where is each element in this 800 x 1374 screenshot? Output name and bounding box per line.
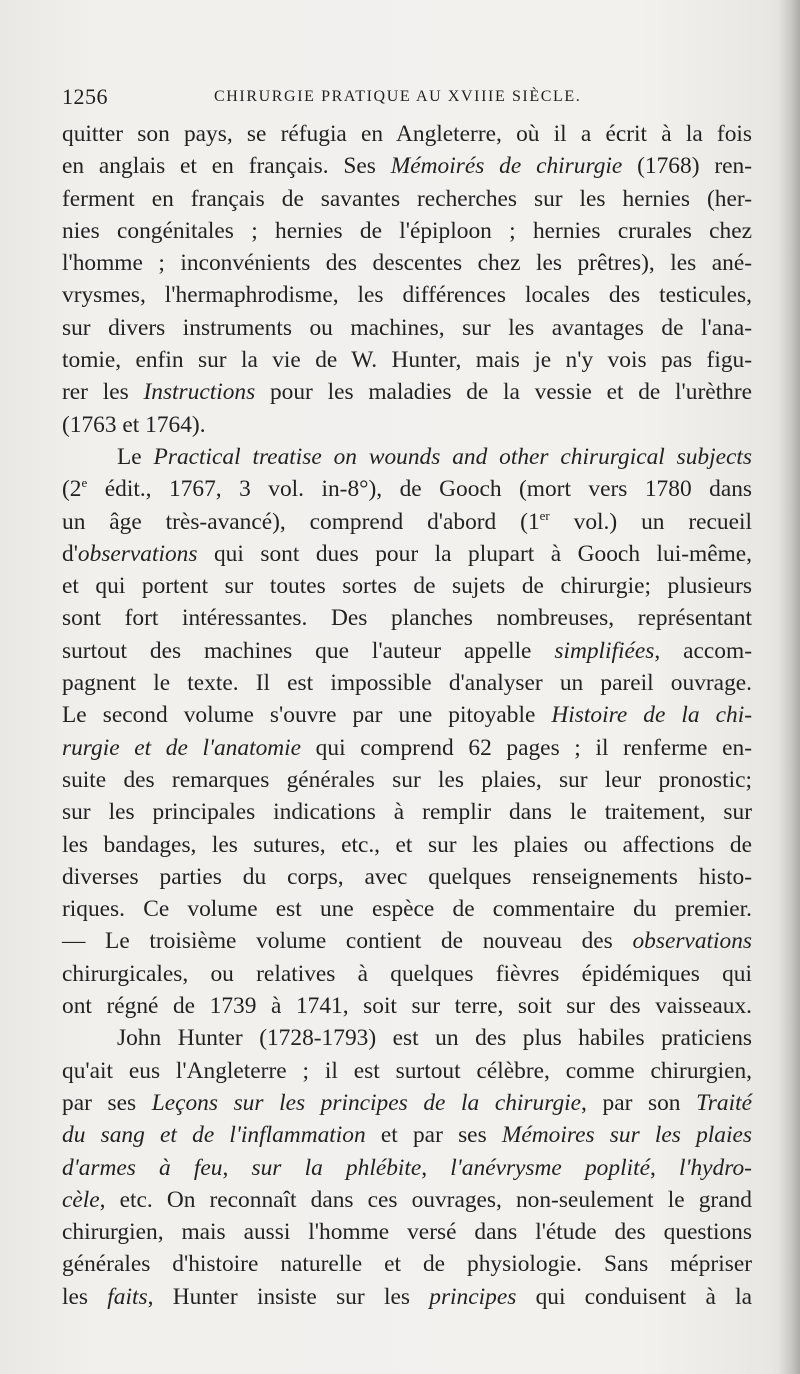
- text-line: [62, 376, 752, 408]
- text-segment: qui sont dues pour la plupart à Gooch lui-même,: [197, 540, 752, 567]
- italic-text: Mémoirés de chirurgie: [390, 153, 623, 180]
- text-segment: pour les maladies de la vessie et de l'urèthre: [255, 379, 752, 406]
- text-segment: — Le troisième volume contient de nouveau des: [62, 928, 633, 955]
- text-line: [62, 570, 752, 602]
- text-segment: sur les principales indications à remplir dans le traitement, sur: [62, 799, 752, 826]
- text-segment: l'homme ; inconvénients des descentes chez les prêtres), les ané-: [62, 250, 752, 277]
- page-edge-shadow: [778, 0, 800, 1374]
- text-segment: sur divers instruments ou machines, sur les avantages de l'ana-: [62, 314, 752, 341]
- text-segment: vrysmes, l'hermaphrodisme, les différences locales des testicules,: [62, 282, 752, 309]
- text-segment: et qui portent sur toutes sortes de sujets de chirurgie; plusieurs: [62, 573, 752, 600]
- text-segment: nies congénitales ; hernies de l'épiploon ; hernies crurales chez: [62, 217, 752, 244]
- italic-text: l'hydro-: [678, 1154, 752, 1181]
- text-line: [62, 635, 752, 667]
- text-segment: (1763 et 1764).: [62, 411, 206, 438]
- text-segment: d': [62, 540, 78, 567]
- text-line: [62, 473, 752, 505]
- text-segment: suite des remarques générales sur les plaies, sur leur pronostic;: [62, 766, 752, 793]
- superscript-text: e: [81, 475, 88, 491]
- italic-text: l'anévrysme poplité: [450, 1154, 650, 1181]
- text-line: [62, 441, 752, 473]
- text-segment: ,: [649, 1154, 679, 1181]
- text-segment: Le second volume s'ouvre par une pitoyable: [62, 702, 552, 729]
- text-line: [62, 279, 752, 311]
- text-segment: , accom-: [654, 637, 752, 664]
- text-segment: quitter son pays, se réfugia en Angleterre, où il a écrit à la fois: [62, 121, 752, 147]
- italic-text: d'armes à feu: [62, 1154, 223, 1181]
- text-line: [62, 1184, 752, 1216]
- text-line: [62, 1248, 752, 1280]
- italic-text: rurgie et de l'anatomie: [62, 734, 302, 761]
- text-line: [62, 796, 752, 828]
- text-line: [62, 925, 752, 957]
- text-line: [62, 829, 752, 861]
- text-segment: vol.) un recueil: [549, 508, 752, 535]
- text-line: [62, 1087, 752, 1119]
- text-segment: , etc. On reconnaît dans ces ouvrages, non-seulement le grand: [99, 1186, 752, 1213]
- text-segment: et par ses: [365, 1122, 502, 1149]
- text-segment: en anglais et en français. Ses: [62, 153, 391, 180]
- text-line: [62, 1216, 752, 1248]
- text-line: [62, 312, 752, 344]
- text-line: [62, 861, 752, 893]
- text-segment: tomie, enfin sur la vie de W. Hunter, mais je n'y vois pas figu-: [62, 347, 752, 374]
- text-line: [62, 699, 752, 731]
- text-segment: les: [62, 1283, 108, 1310]
- text-segment: diverses parties du corps, avec quelques renseignements histo-: [62, 863, 752, 890]
- text-segment: ,: [421, 1154, 451, 1181]
- page-header: [62, 84, 762, 112]
- text-line: [62, 344, 752, 376]
- text-segment: chirurgicales, ou relatives à quelques fièvres épidémiques qui: [62, 960, 752, 987]
- text-line: [62, 764, 752, 796]
- italic-text: Histoire de la chi-: [551, 702, 752, 729]
- text-segment: édit., 1767, 3 vol. in-8°), de Gooch (mort vers 1780 dans: [87, 476, 752, 503]
- text-segment: les bandages, les sutures, etc., et sur les plaies ou affections de: [62, 831, 752, 858]
- italic-text: Traité: [696, 1089, 752, 1116]
- text-segment: qui conduisent à la: [516, 1283, 753, 1310]
- text-segment: surtout des machines que l'auteur appelle: [62, 637, 555, 664]
- text-segment: (2: [62, 476, 82, 503]
- italic-text: Practical treatise on wounds and other chirurgical subjects: [153, 443, 752, 470]
- italic-text: cèle: [62, 1186, 100, 1213]
- text-segment: chirurgien, mais aussi l'homme versé dans l'étude des questions: [62, 1219, 752, 1246]
- italic-text: faits: [107, 1283, 148, 1310]
- text-line: [62, 1152, 752, 1184]
- italic-text: principes: [429, 1283, 517, 1310]
- text-line: [62, 1281, 752, 1313]
- text-line: [62, 215, 752, 247]
- text-segment: ferment en français de savantes recherches sur les hernies (her-: [62, 185, 752, 212]
- running-title: CHIRURGIE PRATIQUE AU XVIIIE SIÈCLE.: [214, 88, 582, 105]
- text-line: [62, 990, 752, 1022]
- text-segment: qui comprend 62 pages ; il renferme en-: [301, 734, 752, 761]
- text-segment: un âge très-avancé), comprend d'abord (1: [62, 508, 540, 535]
- text-segment: générales d'histoire naturelle et de physiologie. Sans mépriser: [62, 1251, 752, 1278]
- text-line: [62, 183, 752, 215]
- text-segment: pagnent le texte. Il est impossible d'analyser un pareil ouvrage.: [62, 670, 752, 697]
- text-line: [62, 538, 752, 570]
- italic-text: observations: [77, 540, 198, 567]
- text-line: [62, 118, 752, 150]
- body-text: [62, 118, 752, 1313]
- italic-text: Leçons sur les principes de la chirurgie: [151, 1089, 582, 1116]
- text-segment: par ses: [62, 1089, 152, 1116]
- text-line: [62, 1119, 752, 1151]
- text-line: [62, 958, 752, 990]
- text-line: [62, 602, 752, 634]
- text-segment: Le: [117, 443, 154, 470]
- text-line: [62, 667, 752, 699]
- text-segment: , par son: [581, 1089, 697, 1116]
- text-line: [62, 893, 752, 925]
- text-segment: qu'ait eus l'Angleterre ; il est surtout célèbre, comme chirurgien,: [62, 1057, 752, 1084]
- text-segment: ,: [222, 1154, 252, 1181]
- italic-text: simplifiées: [554, 637, 655, 664]
- text-segment: sont fort intéressantes. Des planches nombreuses, représentant: [62, 605, 752, 632]
- text-line: [62, 732, 752, 764]
- text-line: [62, 409, 752, 441]
- italic-text: Instructions: [143, 379, 256, 406]
- text-line: [62, 1055, 752, 1087]
- text-line: [62, 506, 752, 538]
- italic-text: du sang et de l'inflammation: [62, 1122, 366, 1149]
- text-segment: ont régné de 1739 à 1741, soit sur terre, soit sur des vaisseaux.: [62, 993, 752, 1020]
- text-segment: (1768) ren-: [622, 153, 752, 180]
- text-line: [62, 1022, 752, 1054]
- page-number: 1256: [62, 84, 108, 109]
- superscript-text: er: [539, 507, 550, 523]
- text-segment: , Hunter insiste sur les: [147, 1283, 430, 1310]
- text-segment: rer les: [62, 379, 144, 406]
- text-segment: John Hunter (1728-1793) est un des plus habiles praticiens: [117, 1025, 752, 1052]
- italic-text: observations: [632, 928, 752, 955]
- italic-text: sur la phlébite: [251, 1154, 422, 1181]
- text-segment: riques. Ce volume est une espèce de commentaire du premier.: [62, 896, 752, 923]
- text-line: [62, 150, 752, 182]
- italic-text: Mémoires sur les plaies: [501, 1122, 752, 1149]
- text-line: [62, 247, 752, 279]
